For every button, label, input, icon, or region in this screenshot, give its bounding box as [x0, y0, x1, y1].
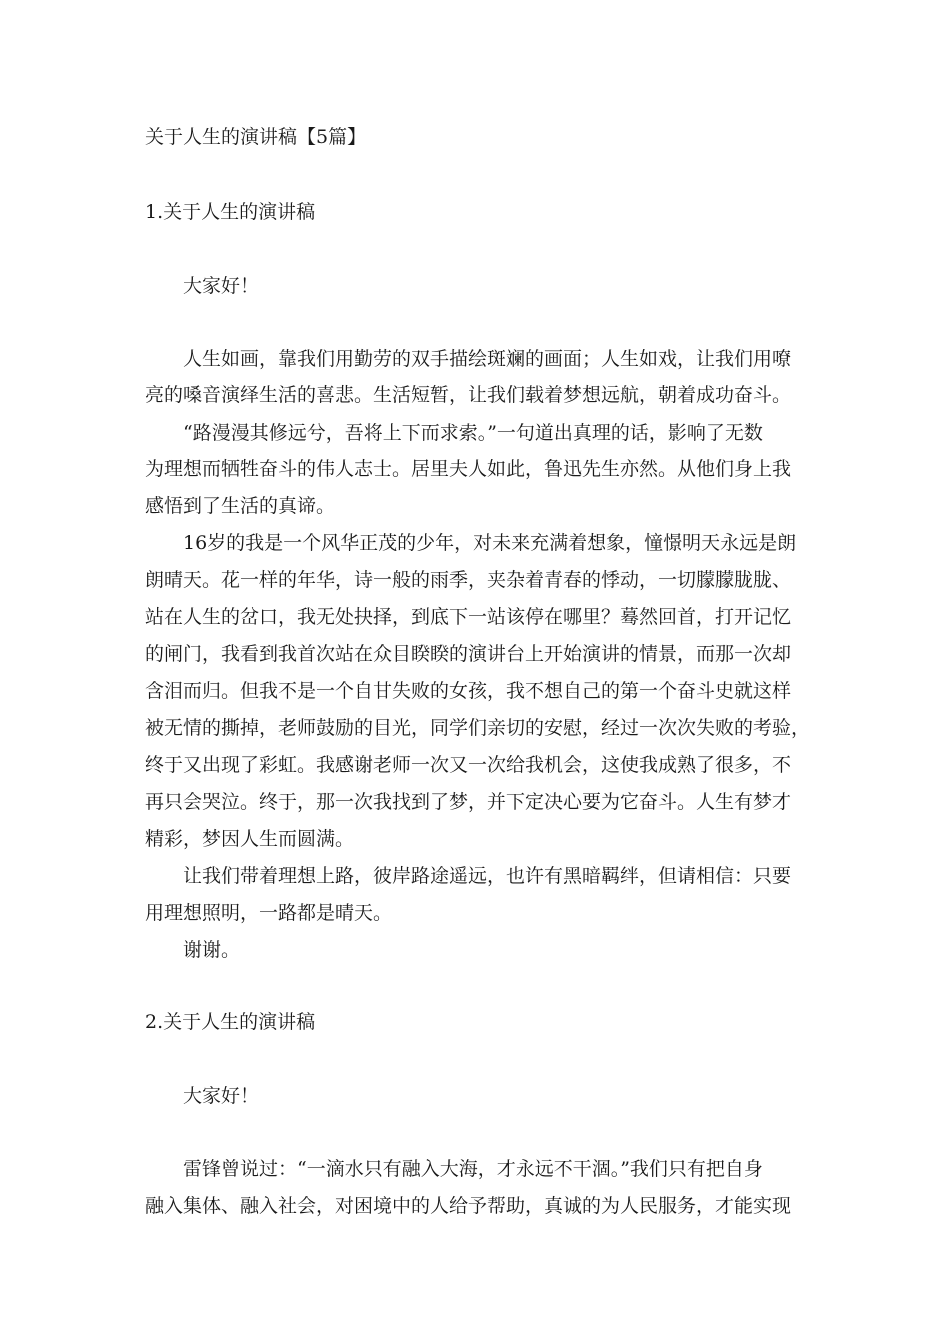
section-1-greeting: 大家好！: [183, 275, 260, 297]
paragraph-line: 让我们带着理想上路，彼岸路途遥远，也许有黑暗羁绊，但请相信：只要: [183, 865, 792, 887]
paragraph-line: “路漫漫其修远兮，吾将上下而求索。”一句道出真理的话，影响了无数: [183, 422, 763, 444]
paragraph-line: 融入集体、融入社会，对困境中的人给予帮助，真诚的为人民服务，才能实现: [145, 1195, 792, 1217]
paragraph-line: 站在人生的岔口，我无处抉择，到底下一站该停在哪里？蓦然回首，打开记忆: [145, 606, 792, 628]
section-2-heading: 2.关于人生的演讲稿: [145, 1011, 316, 1033]
document-title: 关于人生的演讲稿【5篇】: [145, 126, 367, 148]
paragraph-line: 的闸门，我看到我首次站在众目睽睽的演讲台上开始演讲的情景，而那一次却: [145, 643, 792, 665]
paragraph-line: 亮的嗓音演绎生活的喜悲。生活短暂，让我们载着梦想远航，朝着成功奋斗。: [145, 384, 792, 406]
paragraph-line: 雷锋曾说过：“一滴水只有融入大海，才永远不干涸。”我们只有把自身: [183, 1158, 763, 1180]
section-1-heading: 1.关于人生的演讲稿: [145, 201, 316, 223]
paragraph-line: 含泪而归。但我不是一个自甘失败的女孩，我不想自己的第一个奋斗史就这样: [145, 680, 792, 702]
paragraph-line: 再只会哭泣。终于，那一次我找到了梦，并下定决心要为它奋斗。人生有梦才: [145, 791, 792, 813]
paragraph-line: 用理想照明，一路都是晴天。: [145, 902, 393, 924]
paragraph-line: 朗晴天。花一样的年华，诗一般的雨季，夹杂着青春的悸动，一切朦朦胧胧、: [145, 569, 792, 591]
paragraph-line: 谢谢。: [183, 939, 241, 961]
paragraph-line: 为理想而牺牲奋斗的伟人志士。居里夫人如此，鲁迅先生亦然。从他们身上我: [145, 458, 792, 480]
paragraph-line: 人生如画，靠我们用勤劳的双手描绘斑斓的画面；人生如戏，让我们用嘹: [183, 348, 792, 370]
paragraph-line: 精彩，梦因人生而圆满。: [145, 828, 355, 850]
paragraph-line: 终于又出现了彩虹。我感谢老师一次又一次给我机会，这使我成熟了很多，不: [145, 754, 792, 776]
paragraph-line: 16岁的我是一个风华正茂的少年，对未来充满着想象，憧憬明天永远是朗: [183, 532, 797, 554]
paragraph-line: 被无情的撕掉，老师鼓励的目光，同学们亲切的安慰，经过一次次失败的考验，: [145, 717, 811, 739]
paragraph-line: 感悟到了生活的真谛。: [145, 495, 336, 517]
section-2-greeting: 大家好！: [183, 1085, 260, 1107]
